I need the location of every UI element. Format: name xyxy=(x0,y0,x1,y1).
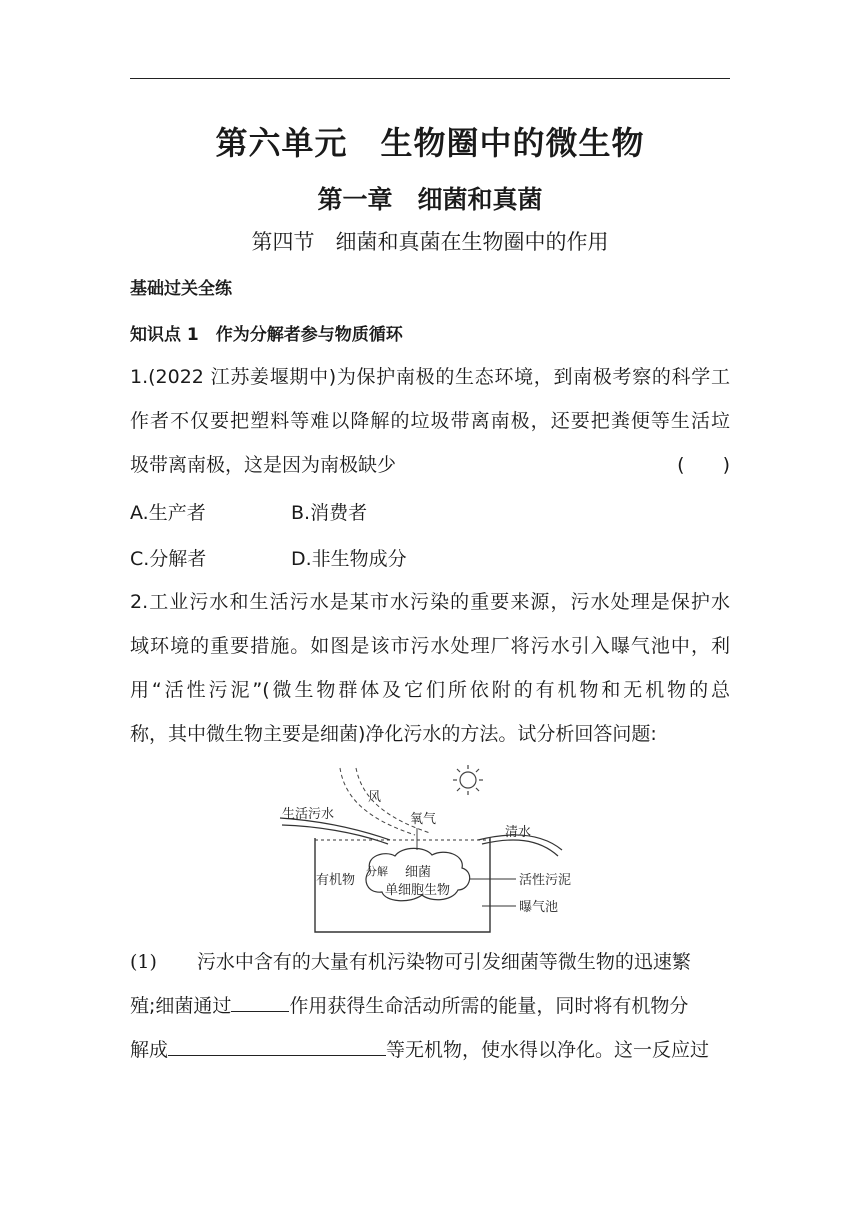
question-1 xyxy=(130,355,730,487)
option-a: A.生产者 xyxy=(130,502,206,524)
option-b: B.消费者 xyxy=(291,502,368,524)
label-unicellular: 单细胞生物 xyxy=(385,883,451,898)
answer-parentheses: ( ) xyxy=(677,454,730,476)
question-2-line: 用“活性污泥”(微生物群体及它们所依附的有机物和无机物的总 xyxy=(130,679,730,701)
question-2 xyxy=(130,580,730,756)
sub-question-1-line xyxy=(130,1028,730,1072)
sub-question-1-line xyxy=(130,984,730,1028)
option-c: C.分解者 xyxy=(130,548,207,570)
practice-label: 基础过关全练 xyxy=(130,279,232,299)
question-1-line: 1.(2022 江苏姜堰期中)为保护南极的生态环境，到南极考察的科学工 xyxy=(130,366,730,388)
aeration-tank-diagram xyxy=(270,760,600,940)
question-1-line: 作者不仅要把塑料等难以降解的垃圾带离南极，还要把粪便等生活垃 xyxy=(130,410,730,432)
label-wind: 风 xyxy=(368,790,382,805)
question-2-line: 2.工业污水和生活污水是某市水污染的重要来源，污水处理是保护水 xyxy=(130,591,730,613)
question-1-line xyxy=(130,443,730,487)
clean-water-outflow xyxy=(482,840,558,856)
knowledge-point-label: 知识点 1 作为分解者参与物质循环 xyxy=(130,325,403,345)
question-2-line: 域环境的重要措施。如图是该市污水处理厂将污水引入曝气池中，利 xyxy=(130,635,730,657)
option-d: D.非生物成分 xyxy=(291,548,407,570)
sub-question-1-text: 殖;细菌通过 xyxy=(130,995,232,1017)
header-rule xyxy=(130,78,730,79)
sub-question-1-line xyxy=(130,940,730,984)
label-organic-matter: 有机物 xyxy=(316,873,356,888)
label-clean-water: 清水 xyxy=(505,825,532,840)
label-domestic-sewage: 生活污水 xyxy=(282,807,335,822)
question-1-line-text: 圾带离南极，这是因为南极缺少 xyxy=(130,454,397,476)
sun-icon xyxy=(453,765,483,795)
sub-question-number: (1) xyxy=(130,951,157,973)
answer-blank[interactable] xyxy=(231,989,289,1012)
label-oxygen: 氧气 xyxy=(410,812,437,827)
sub-question-1-text: 等无机物，使水得以净化。这一反应过 xyxy=(386,1039,710,1061)
unit-title: 第六单元 生物圈中的微生物 xyxy=(215,124,645,162)
section-title: 第四节 细菌和真菌在生物圈中的作用 xyxy=(251,230,609,254)
chapter-title: 第一章 细菌和真菌 xyxy=(317,185,543,214)
sub-question-1-text: 解成 xyxy=(130,1039,169,1061)
answer-blank[interactable] xyxy=(168,1033,386,1056)
question-2-line: 称，其中微生物主要是细菌)净化污水的方法。试分析回答问题: xyxy=(130,723,657,745)
sub-question-1 xyxy=(130,940,730,1072)
label-bacteria: 细菌 xyxy=(405,865,432,880)
label-aeration-tank: 曝气池 xyxy=(519,900,559,915)
sub-question-1-text: 污水中含有的大量有机污染物可引发细菌等微生物的迅速繁 xyxy=(196,951,691,973)
label-activated-sludge: 活性污泥 xyxy=(519,873,572,888)
label-decompose: 分解 xyxy=(366,865,388,878)
sub-question-1-text: 作用获得生命活动所需的能量，同时将有机物分 xyxy=(289,995,689,1017)
